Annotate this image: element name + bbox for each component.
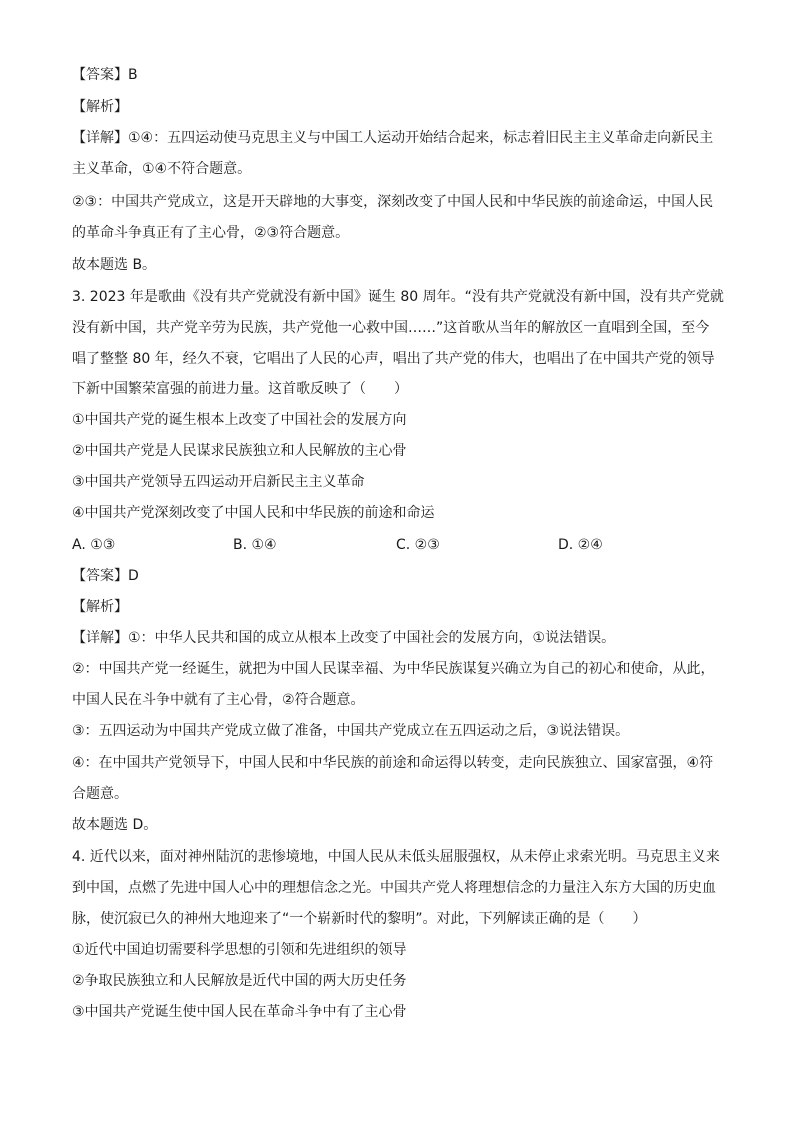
option-c: C. ②③ <box>396 537 440 553</box>
detail-text: 中国人民在斗争中就有了主心骨，②符合题意。 <box>72 692 365 708</box>
conclusion-text: 故本题选 D。 <box>72 817 158 833</box>
question-3-stem: 3. 2023 年是歌曲《没有共产党就没有新中国》诞生 80 周年。“没有共产党就没有新中国，没有共产党就 <box>72 289 724 305</box>
detail-text: 【详解】①④：五四运动使马克思主义与中国工人运动开始结合起来，标志着旧民主主义革命走向新民主 <box>72 130 714 146</box>
question-3-stem: 没有新中国，共产党辛劳为民族，共产党他一心救中国……”这首歌从当年的解放区一直唱到全国，至今 <box>72 320 710 336</box>
detail-text: 合题意。 <box>72 786 128 802</box>
detail-text: 主义革命，①④不符合题意。 <box>72 161 252 177</box>
option-d: D. ②④ <box>558 537 603 553</box>
question-4-stem: 4. 近代以来，面对神州陆沉的悲惨境地，中国人民从未低头屈服强权，从未停止求索光明。马克思主义来 <box>72 849 720 865</box>
detail-text: ④：在中国共产党领导下，中国人民和中华民族的前途和命运得以转变，走向民族独立、国家富强，④符 <box>72 755 714 771</box>
question-3-statement-4: ④中国共产党深刻改变了中国人民和中华民族的前途和命运 <box>72 505 435 521</box>
detail-text: 的革命斗争真正有了主心骨，②③符合题意。 <box>72 225 350 241</box>
question-3-stem: 唱了整整 80 年，经久不衰，它唱出了人民的心声，唱出了共产党的伟大，也唱出了在中国共产党的领导 <box>72 351 715 367</box>
question-4-stem: 脉，使沉寂已久的神州大地迎来了“一个崭新时代的黎明”。对此，下列解读正确的是（ ） <box>72 911 647 927</box>
answer-label-q3: 【答案】D <box>72 568 139 584</box>
detail-text: ②③：中国共产党成立，这是开天辟地的大事变，深刻改变了中国人民和中华民族的前途命运，中国人民 <box>72 194 714 210</box>
question-3-stem: 下新中国繁荣富强的前进力量。这首歌反映了（ ） <box>72 381 408 397</box>
question-4-statement-2: ②争取民族独立和人民解放是近代中国的两大历史任务 <box>72 973 407 989</box>
question-4-statement-1: ①近代中国迫切需要科学思想的引领和先进组织的领导 <box>72 942 407 958</box>
question-3-statement-2: ②中国共产党是人民谋求民族独立和人民解放的主心骨 <box>72 443 407 459</box>
analysis-label-q3: 【解析】 <box>72 599 128 615</box>
option-a: A. ①③ <box>72 537 116 553</box>
question-4-stem: 到中国，点燃了先进中国人心中的理想信念之光。中国共产党人将理想信念的力量注入东方大国的历史血 <box>72 880 716 896</box>
analysis-label-q2: 【解析】 <box>72 99 128 115</box>
conclusion-text: 故本题选 B。 <box>72 257 157 273</box>
detail-text: ②：中国共产党一经诞生，就把为中国人民谋幸福、为中华民族谋复兴确立为自己的初心和使命，从此， <box>72 661 715 677</box>
option-b: B. ①④ <box>233 537 277 553</box>
answer-label-q2: 【答案】B <box>72 67 138 83</box>
question-3-statement-3: ③中国共产党领导五四运动开启新民主主义革命 <box>72 474 365 490</box>
question-3-statement-1: ①中国共产党的诞生根本上改变了中国社会的发展方向 <box>72 412 407 428</box>
detail-text: 【详解】①：中华人民共和国的成立从根本上改变了中国社会的发展方向，①说法错误。 <box>72 630 616 646</box>
question-4-statement-3: ③中国共产党诞生使中国人民在革命斗争中有了主心骨 <box>72 1004 407 1020</box>
detail-text: ③：五四运动为中国共产党成立做了准备，中国共产党成立在五四运动之后，③说法错误。 <box>72 723 630 739</box>
